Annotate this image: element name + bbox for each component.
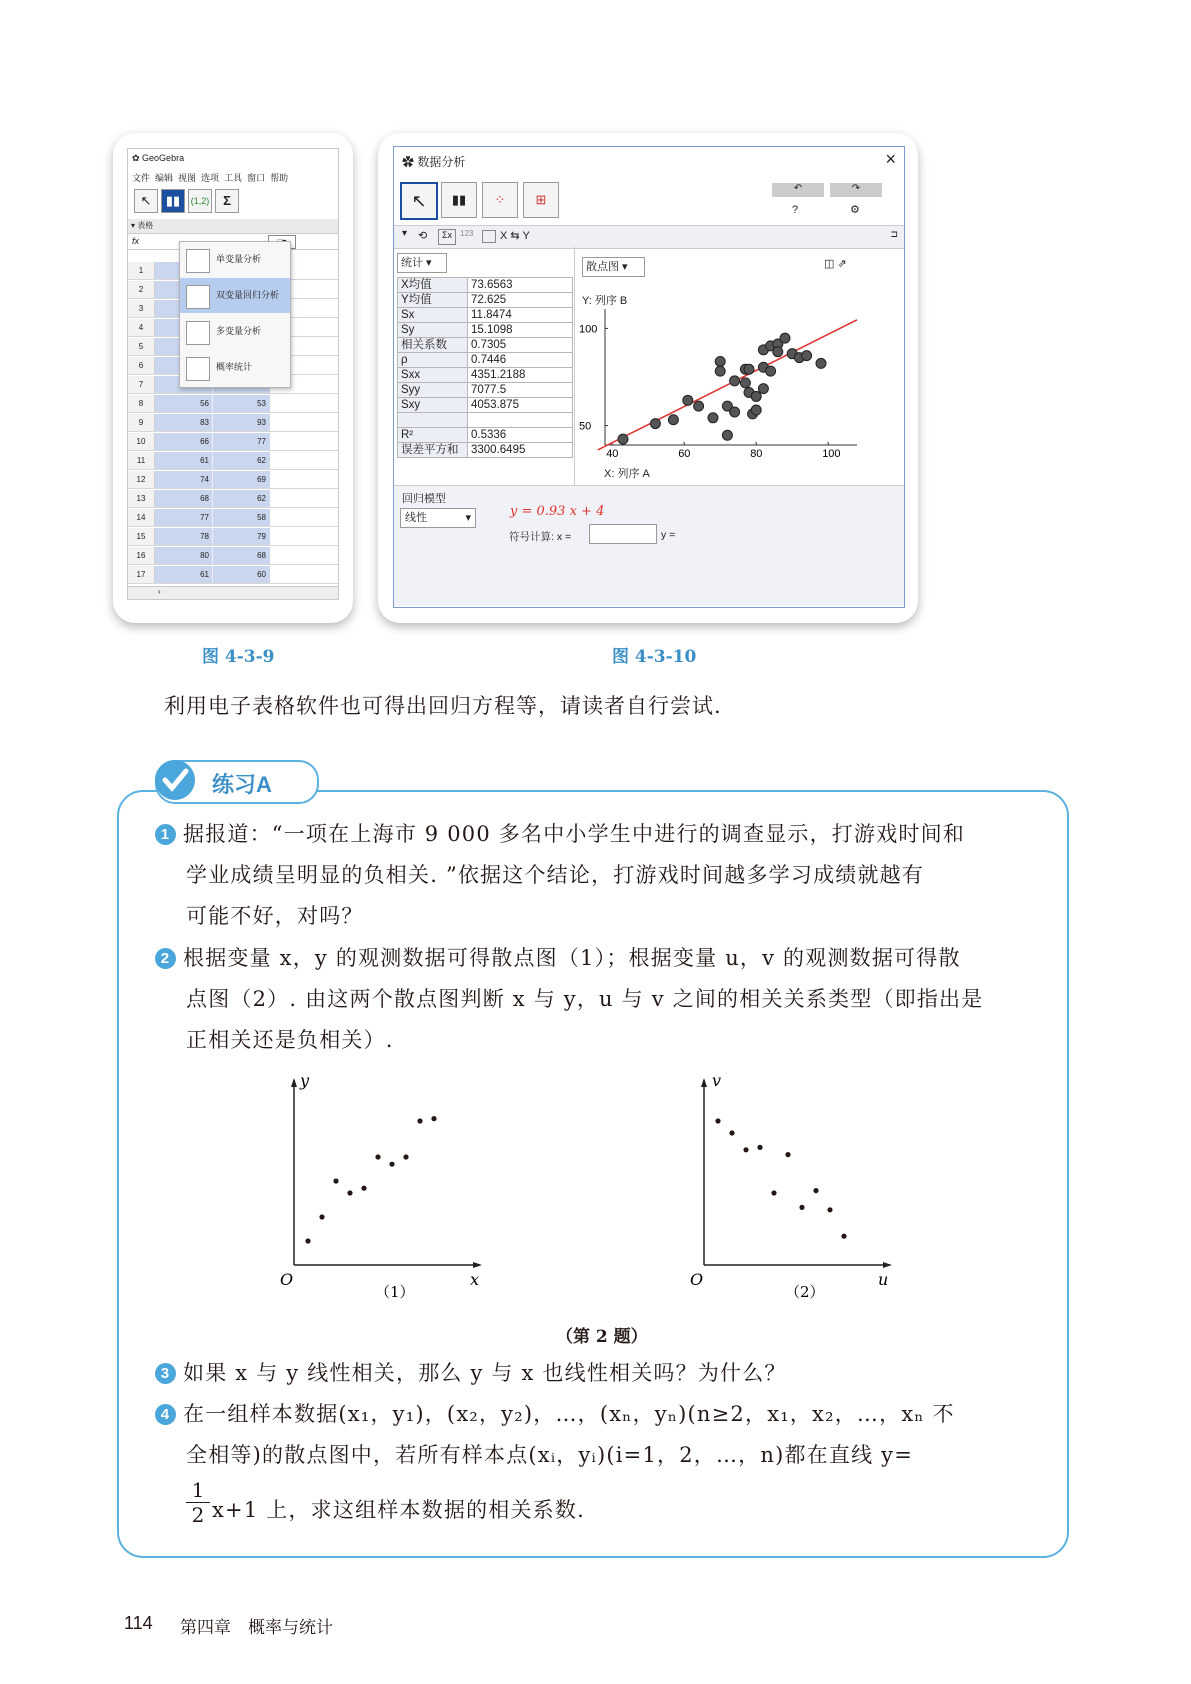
- data-point: [319, 1214, 324, 1219]
- y-tick-label: 100: [579, 323, 598, 336]
- stat-value: 0.7305: [468, 338, 573, 353]
- data-point: [730, 376, 740, 386]
- data-point: [708, 413, 718, 423]
- data-point: [361, 1186, 366, 1191]
- data-point: [827, 1207, 832, 1212]
- stat-name: Syy: [398, 383, 468, 398]
- table-row: [398, 428, 573, 443]
- refresh-icon[interactable]: ⟲: [418, 230, 428, 242]
- table-row[interactable]: [128, 509, 338, 527]
- row-number: 1: [128, 262, 155, 279]
- stat-value: 11.8474: [468, 308, 573, 323]
- q3-line: 如果 x 与 y 线性相关，那么 y 与 x 也线性相关吗？为什么？: [183, 1361, 787, 1385]
- stat-name: X均值: [398, 278, 468, 293]
- bar-chart-icon: [186, 249, 210, 273]
- table-row: [398, 338, 573, 353]
- statistics-table: [397, 277, 573, 458]
- question-number: 4: [155, 1404, 176, 1425]
- table-row: [398, 278, 573, 293]
- cell-b[interactable]: 93: [212, 414, 270, 431]
- row-number: 11: [128, 452, 155, 469]
- row-number: 17: [128, 566, 155, 583]
- geogebra-window: [127, 148, 339, 600]
- data-point: [758, 384, 768, 394]
- stat-name: ρ: [398, 353, 468, 368]
- data-point: [773, 347, 783, 357]
- frame-icon[interactable]: [482, 230, 496, 243]
- q4-line: 全相等)的散点图中，若所有样本点(xᵢ，yᵢ)(i=1，2，…，n)都在直线 y=: [186, 1443, 914, 1467]
- menu-item-two-variable-regression[interactable]: 双变量回归分析: [180, 278, 290, 313]
- menu-item-one-variable[interactable]: 单变量分析: [180, 242, 290, 277]
- data-point: [751, 405, 761, 415]
- options-bar: [394, 225, 904, 249]
- pointer-tool-icon[interactable]: ↖: [134, 189, 158, 213]
- exercise-title: 练习A: [212, 772, 272, 797]
- cell-b[interactable]: 62: [212, 490, 270, 507]
- stat-name: 误差平方和: [398, 443, 468, 458]
- data-point: [740, 378, 750, 388]
- data-point: [650, 419, 660, 429]
- table-row[interactable]: [128, 471, 338, 489]
- cell-b[interactable]: 60: [212, 566, 270, 583]
- cell-b[interactable]: 68: [212, 547, 270, 564]
- fraction-denominator: 2: [186, 1502, 210, 1527]
- sigma-tool-icon[interactable]: Σ: [215, 189, 239, 213]
- help-icon[interactable]: ?: [792, 204, 799, 216]
- origin-label: O: [280, 1270, 294, 1289]
- scatter-plot: [577, 307, 867, 457]
- data-point: [305, 1238, 310, 1243]
- stat-name: Sxx: [398, 368, 468, 383]
- cell-a[interactable]: 78: [155, 528, 212, 545]
- question-number: 1: [155, 824, 176, 845]
- question-number: 2: [155, 948, 176, 969]
- menu-item-probability[interactable]: 概率统计: [180, 350, 290, 385]
- data-point: [729, 1130, 734, 1135]
- q4-line: x+1 上，求这组样本数据的相关系数.: [212, 1498, 585, 1522]
- figure-caption-4-3-10: 图 4-3-10: [612, 647, 697, 667]
- q4-line: 在一组样本数据(x₁，y₁)，(x₂，y₂)，…，(xₙ，yₙ)(n≥2，x₁，x₂，…，xₙ 不: [183, 1402, 955, 1426]
- stat-name: [398, 413, 468, 428]
- redo-icon[interactable]: ↷: [830, 183, 882, 197]
- cell-b[interactable]: 79: [212, 528, 270, 545]
- data-point: [715, 366, 725, 376]
- q1-line: 可能不好，对吗？: [186, 904, 364, 928]
- stat-value: 73.6563: [468, 278, 573, 293]
- question-number: 3: [155, 1363, 176, 1384]
- y-axis-label: Y: 列序 B: [582, 295, 628, 307]
- table-row: [398, 413, 573, 428]
- plot-caption: （1）: [375, 1283, 415, 1300]
- data-point: [668, 415, 678, 425]
- chapter-title: 第四章 概率与统计: [180, 1618, 333, 1638]
- stat-value: 72.625: [468, 293, 573, 308]
- data-point: [730, 407, 740, 417]
- stat-value: 0.7446: [468, 353, 573, 368]
- question-4: [155, 1394, 1045, 1476]
- cell-a[interactable]: 61: [155, 566, 212, 583]
- menu-item[interactable]: 工具: [224, 173, 243, 183]
- data-point: [715, 1118, 720, 1123]
- row-number: 9: [128, 414, 155, 431]
- data-point: [751, 391, 761, 401]
- stat-value: 3300.6495: [468, 443, 573, 458]
- row-number: 12: [128, 471, 155, 488]
- histogram-tool-icon[interactable]: ▮▮: [441, 182, 477, 218]
- x-tick-label: 100: [822, 448, 841, 457]
- y-result-label: y =: [661, 529, 676, 541]
- cell-b[interactable]: 53: [212, 395, 270, 412]
- chart-tool-icon[interactable]: ▮▮: [161, 189, 185, 213]
- cell-a[interactable]: 77: [155, 509, 212, 526]
- cell-b[interactable]: 69: [212, 471, 270, 488]
- data-point: [802, 351, 812, 361]
- panel-header: ▾ 表格: [128, 219, 339, 234]
- stat-name: Sy: [398, 323, 468, 338]
- menu-item-multi-variable[interactable]: 多变量分析: [180, 314, 290, 349]
- cell-a[interactable]: 61: [155, 452, 212, 469]
- fx-bar: fx: [128, 234, 339, 250]
- stat-name: R²: [398, 428, 468, 443]
- table-row[interactable]: [128, 452, 338, 470]
- table-row: [398, 398, 573, 413]
- table-row: [398, 308, 573, 323]
- dock-icon[interactable]: ⊐: [890, 229, 898, 239]
- window-title: ✿ 数据分析: [402, 155, 466, 169]
- cell-a[interactable]: 80: [155, 547, 212, 564]
- menu-item[interactable]: 选项: [201, 173, 220, 183]
- table-row[interactable]: [128, 414, 338, 432]
- row-number: 7: [128, 376, 155, 393]
- data-point: [771, 1190, 776, 1195]
- data-point: [766, 366, 776, 376]
- regression-equation: y = 0.93 x + 4: [510, 504, 605, 519]
- menu-item[interactable]: 编辑: [155, 173, 174, 183]
- close-icon[interactable]: ×: [885, 149, 896, 169]
- menu-item[interactable]: 文件: [132, 173, 151, 183]
- symbolic-calc-label: 符号计算: x =: [509, 531, 572, 543]
- data-point: [816, 358, 826, 368]
- data-icon[interactable]: 123: [460, 229, 474, 238]
- data-point: [785, 1152, 790, 1157]
- table-row[interactable]: [128, 490, 338, 508]
- question-1: [155, 814, 1045, 937]
- data-point: [417, 1118, 422, 1123]
- q1-line: 据报道：“一项在上海市 9 000 多名中小学生中进行的调查显示，打游戏时间和: [183, 822, 966, 846]
- row-number: 15: [128, 528, 155, 545]
- boxplot-tool-icon[interactable]: ⊞: [523, 182, 559, 218]
- table-row: [398, 323, 573, 338]
- horizontal-scrollbar[interactable]: ‹: [128, 586, 339, 600]
- stat-name: Y均值: [398, 293, 468, 308]
- question-3: [155, 1353, 1045, 1394]
- plot-caption: （2）: [785, 1283, 825, 1300]
- figure-4-3-10: [378, 133, 918, 623]
- distribution-icon: [186, 357, 210, 381]
- data-point: [375, 1154, 380, 1159]
- cell-a[interactable]: 83: [155, 414, 212, 431]
- stat-name: Sxy: [398, 398, 468, 413]
- menu-item[interactable]: 视图: [178, 173, 197, 183]
- menu-item[interactable]: 窗口: [247, 173, 266, 183]
- cell-a[interactable]: 68: [155, 490, 212, 507]
- fraction-numerator: 1: [191, 1478, 205, 1502]
- table-row: [398, 368, 573, 383]
- data-point: [757, 1145, 762, 1150]
- table-row[interactable]: [128, 528, 338, 546]
- question-2: [155, 938, 1045, 1061]
- table-row: [398, 353, 573, 368]
- page-number: 114: [124, 1613, 153, 1633]
- cell-a[interactable]: 66: [155, 433, 212, 450]
- x-tick-label: 40: [606, 448, 619, 457]
- cell-b[interactable]: 77: [212, 433, 270, 450]
- analysis-dropdown-menu: [179, 241, 291, 388]
- x-tick-label: 80: [750, 448, 763, 457]
- q2-line: 点图（2）. 由这两个散点图判断 x 与 y，u 与 v 之间的相关关系类型（即指出是: [186, 987, 984, 1011]
- body-paragraph: 利用电子表格软件也可得出回归方程等，请读者自行尝试.: [164, 694, 722, 718]
- table-row[interactable]: [128, 566, 338, 584]
- row-number: 6: [128, 357, 155, 374]
- plot-type-dropdown[interactable]: 散点图 ▾: [582, 257, 645, 277]
- row-number: 10: [128, 433, 155, 450]
- exercise-scatter-plots: [270, 1070, 910, 1300]
- fraction: [186, 1478, 210, 1527]
- scatter-plot-1: [280, 1071, 482, 1300]
- data-point: [403, 1154, 408, 1159]
- scatter-tool-icon[interactable]: ⁘: [482, 182, 518, 218]
- data-point: [743, 1147, 748, 1152]
- data-point: [694, 401, 704, 411]
- data-analysis-window: [393, 146, 905, 608]
- stat-value: [468, 413, 573, 428]
- q2-line: 正相关还是负相关）.: [186, 1028, 394, 1052]
- x-axis-label: u: [878, 1270, 889, 1289]
- stat-name: Sx: [398, 308, 468, 323]
- cell-b[interactable]: 58: [212, 509, 270, 526]
- row-number: 5: [128, 338, 155, 355]
- check-icon: [155, 760, 195, 800]
- table-row[interactable]: [128, 547, 338, 565]
- stats-dropdown[interactable]: 统计 ▾: [397, 253, 447, 273]
- origin-label: O: [690, 1270, 704, 1289]
- scatter-icon: [186, 285, 210, 309]
- figure-4-3-9: [113, 133, 353, 623]
- figure-caption-question-2: （第 2 题）: [556, 1327, 648, 1347]
- swap-xy-button[interactable]: X ⇆ Y: [500, 230, 530, 242]
- table-row[interactable]: [128, 395, 338, 413]
- export-icon[interactable]: ◫ ⇗: [824, 258, 847, 270]
- model-select[interactable]: 线性 ▾: [400, 508, 476, 528]
- q2-line: 根据变量 x，y 的观测数据可得散点图（1）；根据变量 u，v 的观测数据可得散: [183, 946, 961, 970]
- stat-value: 4053.875: [468, 398, 573, 413]
- y-axis-label: v: [712, 1071, 722, 1090]
- stat-value: 0.5336: [468, 428, 573, 443]
- data-point: [841, 1234, 846, 1239]
- row-number: 8: [128, 395, 155, 412]
- exercise-title-tab: [155, 760, 319, 804]
- row-number: 4: [128, 319, 155, 336]
- cell-a[interactable]: 74: [155, 471, 212, 488]
- data-point: [780, 333, 790, 343]
- data-point: [347, 1190, 352, 1195]
- data-point: [813, 1188, 818, 1193]
- table-row: [398, 443, 573, 458]
- x-tick-label: 60: [678, 448, 691, 457]
- x-value-input[interactable]: [589, 524, 657, 544]
- regression-panel: [394, 485, 904, 606]
- table-row: [398, 293, 573, 308]
- data-point: [431, 1116, 436, 1121]
- table-row[interactable]: [128, 433, 338, 451]
- y-tick-label: 50: [579, 420, 592, 433]
- pointer-tool-icon[interactable]: ↖: [400, 182, 438, 220]
- data-point: [618, 434, 628, 444]
- cell-a[interactable]: 56: [155, 395, 212, 412]
- x-axis-label: X: 列序 A: [604, 468, 650, 480]
- data-point: [715, 356, 725, 366]
- data-point: [744, 364, 754, 374]
- stat-value: 4351.2188: [468, 368, 573, 383]
- gear-icon[interactable]: ⚙: [850, 204, 860, 216]
- data-point: [799, 1205, 804, 1210]
- row-number: 2: [128, 281, 155, 298]
- row-number: 16: [128, 547, 155, 564]
- collapse-icon[interactable]: ▾: [402, 228, 408, 239]
- cell-b[interactable]: 62: [212, 452, 270, 469]
- data-point: [333, 1178, 338, 1183]
- x-axis-label: x: [470, 1270, 480, 1289]
- boxplot-icon: [186, 321, 210, 345]
- stat-value: 7077.5: [468, 383, 573, 398]
- sigma-toggle-icon[interactable]: Σx: [438, 229, 456, 245]
- table-row: [398, 383, 573, 398]
- row-number: 3: [128, 300, 155, 317]
- y-axis-label: y: [300, 1071, 310, 1090]
- menu-bar: [132, 171, 293, 184]
- figure-caption-4-3-9: 图 4-3-9: [202, 647, 275, 667]
- window-title: ✿ GeoGebra: [132, 153, 185, 163]
- undo-icon[interactable]: ↶: [772, 183, 824, 197]
- data-point: [722, 430, 732, 440]
- q1-line: 学业成绩呈明显的负相关. ”依据这个结论，打游戏时间越多学习成绩就越有: [186, 863, 925, 887]
- pair-tool-icon[interactable]: (1,2): [188, 189, 212, 213]
- row-number: 14: [128, 509, 155, 526]
- panel-divider: [574, 247, 575, 487]
- menu-item[interactable]: 帮助: [270, 173, 289, 183]
- scatter-plot-2: [690, 1071, 892, 1300]
- row-number: 13: [128, 490, 155, 507]
- data-point: [683, 395, 693, 405]
- stat-name: 相关系数: [398, 338, 468, 353]
- regression-model-label: 回归模型: [402, 493, 446, 505]
- data-point: [389, 1162, 394, 1167]
- stat-value: 15.1098: [468, 323, 573, 338]
